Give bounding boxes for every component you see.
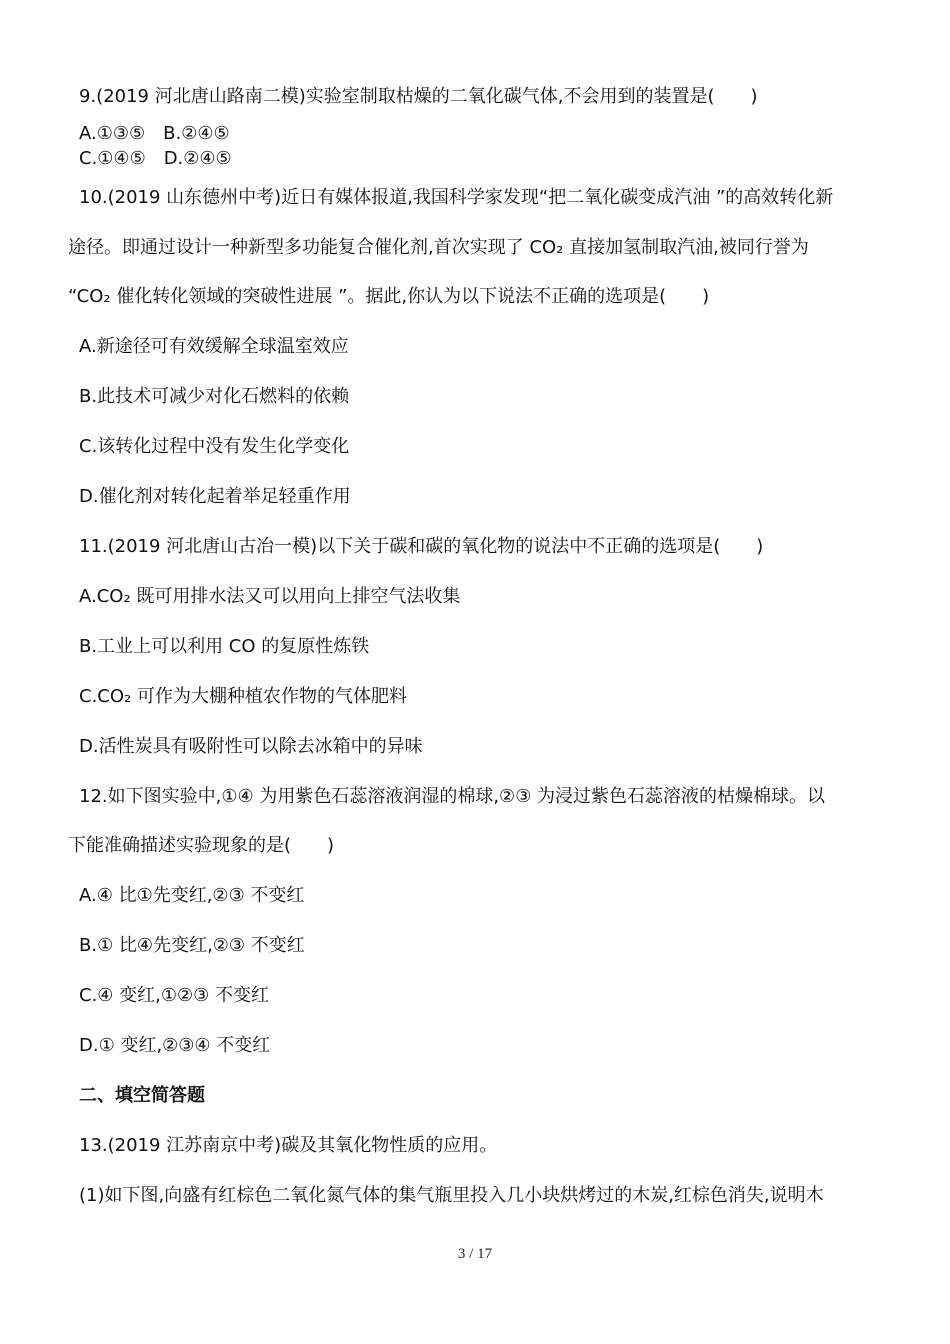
q10-option-b: B.此技术可减少对化石燃料的依赖 [79, 386, 350, 407]
q12-option-b: B.① 比④先变红,②③ 不变红 [79, 935, 305, 956]
q12-option-c: C.④ 变红,①②③ 不变红 [79, 985, 270, 1006]
q10-stem-line-2: 途径。即通过设计一种新型多功能复合催化剂,首次实现了 CO₂ 直接加氢制取汽油,被同行誉为 [68, 237, 809, 258]
q9-options-row-2: C.①④⑤ D.②④⑤ [79, 148, 232, 169]
page-number: 3 / 17 [457, 1246, 493, 1262]
q10-stem-line-3: “CO₂ 催化转化领域的突破性进展 ”。据此,你认为以下说法不正确的选项是( ) [68, 286, 710, 307]
q12-option-a: A.④ 比①先变红,②③ 不变红 [79, 885, 305, 906]
q12-option-d: D.① 变红,②③④ 不变红 [79, 1035, 271, 1056]
q10-option-c: C.该转化过程中没有发生化学变化 [79, 436, 350, 457]
q12-stem-line-2: 下能准确描述实验现象的是( ) [68, 835, 335, 856]
section-heading-fill-in: 二、填空简答题 [79, 1085, 205, 1106]
q9-stem: 9.(2019 河北唐山路南二模)实验室制取枯燥的二氧化碳气体,不会用到的装置是( ) [79, 86, 758, 107]
q9-options-row-1: A.①③⑤ B.②④⑤ [79, 123, 230, 144]
q11-option-c: C.CO₂ 可作为大棚种植农作物的气体肥料 [79, 686, 407, 707]
q12-stem-line-1: 12.如下图实验中,①④ 为用紫色石蕊溶液润湿的棉球,②③ 为浸过紫色石蕊溶液的枯燥棉球。以 [79, 786, 826, 807]
q13-part-1-line-1: (1)如下图,向盛有红棕色二氧化氮气体的集气瓶里投入几小块烘烤过的木炭,红棕色消失,说明木 [79, 1185, 824, 1206]
q11-option-b: B.工业上可以利用 CO 的复原性炼铁 [79, 636, 370, 657]
q11-option-a: A.CO₂ 既可用排水法又可以用向上排空气法收集 [79, 586, 461, 607]
q10-stem-line-1: 10.(2019 山东德州中考)近日有媒体报道,我国科学家发现“把二氧化碳变成汽油 ”的高效转化新 [79, 187, 834, 208]
q11-stem: 11.(2019 河北唐山古冶一模)以下关于碳和碳的氧化物的说法中不正确的选项是( ) [79, 536, 764, 557]
q10-option-d: D.催化剂对转化起着举足轻重作用 [79, 486, 351, 507]
q10-option-a: A.新途径可有效缓解全球温室效应 [79, 336, 349, 357]
q13-stem: 13.(2019 江苏南京中考)碳及其氧化物性质的应用。 [79, 1135, 498, 1156]
q11-option-d: D.活性炭具有吸附性可以除去冰箱中的异味 [79, 736, 423, 757]
